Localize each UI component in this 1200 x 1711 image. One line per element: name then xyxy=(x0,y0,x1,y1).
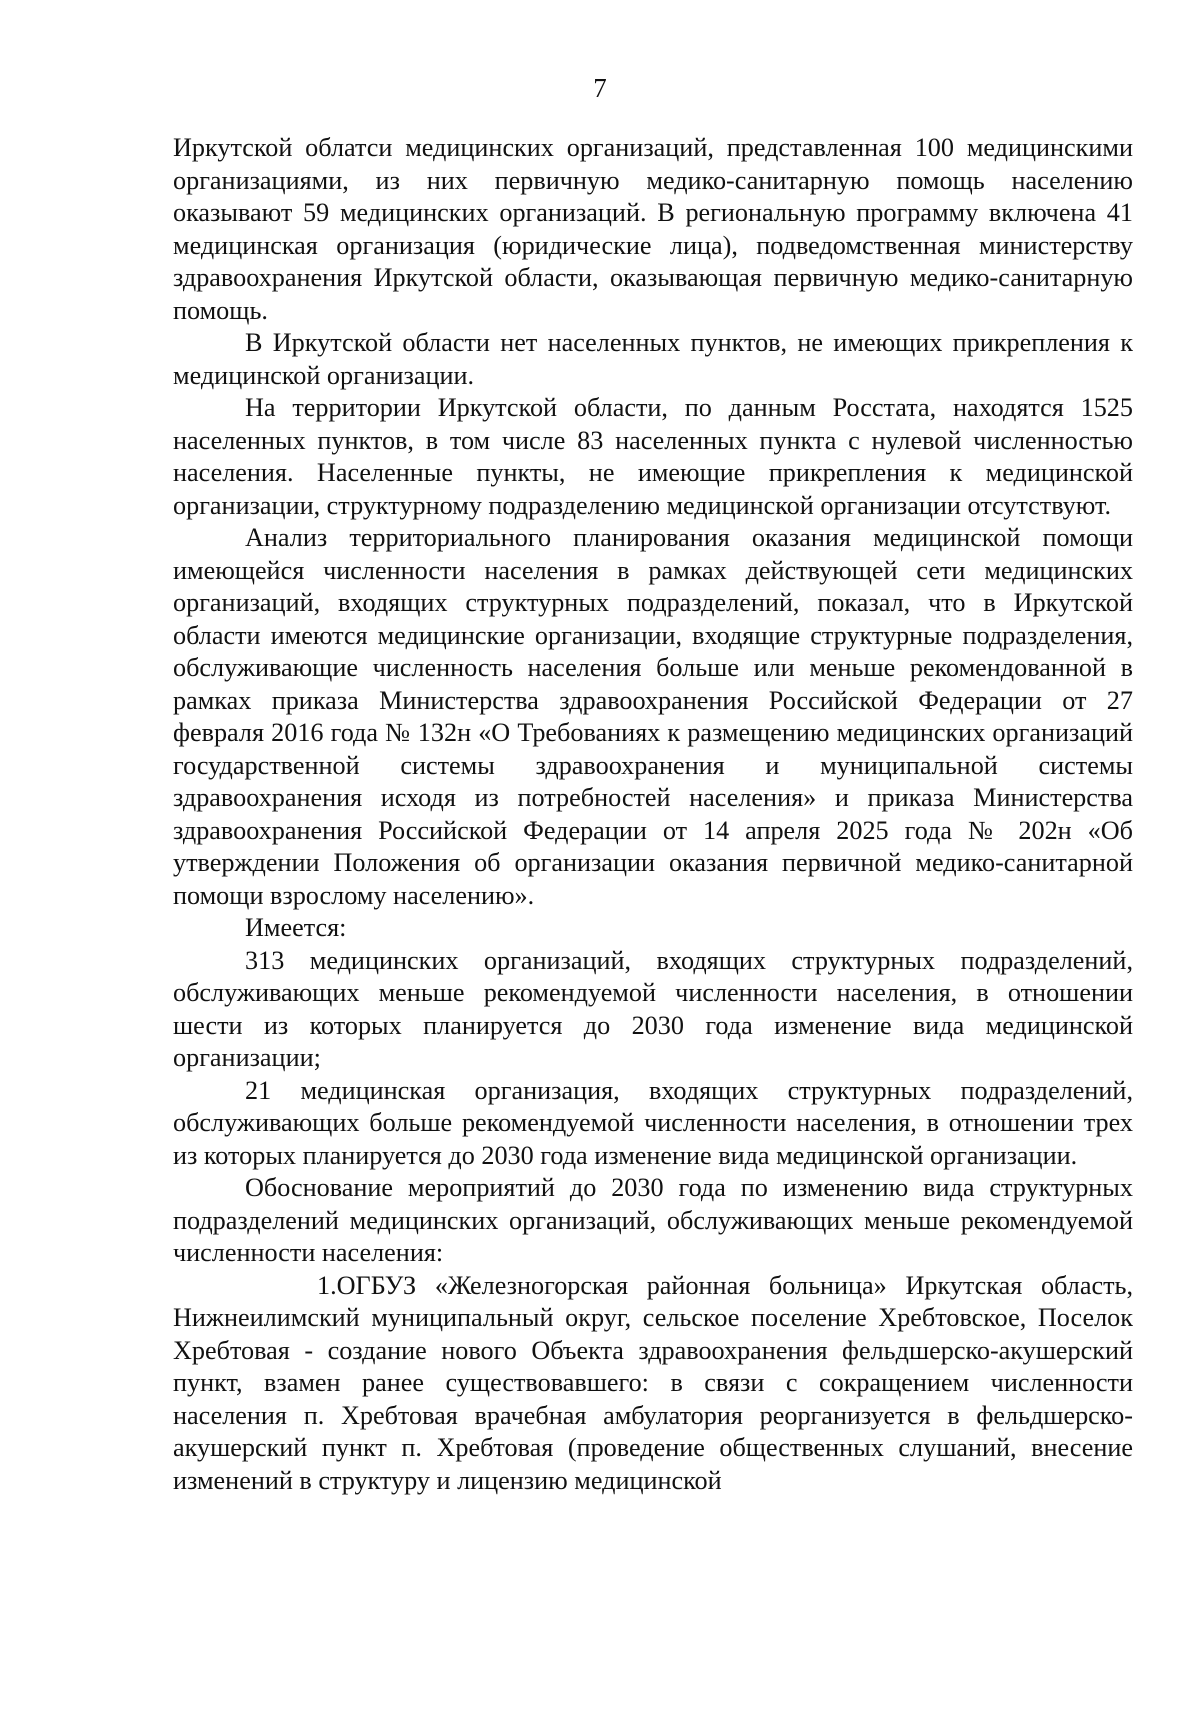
paragraph-planning-analysis: Анализ территориального планирования оказания медицинской помощи имеющейся численности населения в рамках действующей сети медицинских организаций, входящих структурных подразделений, показал, что в Иркутской области имеются медицинские организации, входящие структурные подразделения, обслуживающие численность населения больше или меньше рекомендованной в рамках приказа Министерства здравоохранения Российской Федерации от 27 февраля 2016 года № 132н «О Требованиях к размещению медицинских организаций государственной системы здравоохранения и муниципальной системы здравоохранения исходя из потребностей населения» и приказа Министерства здравоохранения Российской Федерации от 14 апреля 2025 года № 202н «Об утверждении Положения об организации оказания первичной медико-санитарной помощи взрослому населению». xyxy=(173,523,1133,910)
document-body xyxy=(173,132,1133,1497)
page-number: 7 xyxy=(593,73,607,103)
paragraph-justification: Обоснование мероприятий до 2030 года по изменению вида структурных подразделений медицинских организаций, обслуживающих меньше рекомендуемой численности населения: xyxy=(173,1173,1133,1267)
item-number: 1. xyxy=(317,1270,337,1300)
paragraph-continuation: Иркутской облатси медицинских организаций, представленная 100 медицинскими организациями, из них первичную медико-санитарную помощь населению оказывают 59 медицинских организаций. В региональную программу включена 41 медицинская организация (юридические лица), подведомственная министерству здравоохранения Иркутской области, оказывающая первичную медико-санитарную помощь. xyxy=(173,133,1133,325)
paragraph-rosstat-settlements: На территории Иркутской области, по данным Росстата, находятся 1525 населенных пунктов, в том числе 83 населенных пункта с нулевой численностью населения. Населенные пункты, не имеющие прикрепления к медицинской организации, структурному подразделению медицинской организации отсутствуют. xyxy=(173,393,1133,520)
paragraph-21-organizations: 21 медицинская организация, входящих структурных подразделений, обслуживающих больше рекомендуемой численности населения, в отношении трех из которых планируется до 2030 года изменение вида медицинской организации. xyxy=(173,1075,1133,1170)
paragraph-313-organizations: 313 медицинских организаций, входящих структурных подразделений, обслуживающих меньше рекомендуемой численности населения, в отношении шести из которых планируется до 2030 года изменение вида медицинской организации; xyxy=(173,945,1133,1072)
paragraph-available-heading: Имеется: xyxy=(245,913,347,942)
numbered-item-1 xyxy=(173,1270,1133,1498)
paragraph-no-unattached-settlements: В Иркутской области нет населенных пунктов, не имеющих прикрепления к медицинской организации. xyxy=(173,328,1133,390)
item-text: ОГБУЗ «Железногорская районная больница» Иркутская область, Нижнеилимский муниципальный округ, сельское поселение Хребтовское, Поселок Хребтовая - создание нового Объекта здравоохранения фельдшерско-акушерский пункт, взамен ранее существовавшего: в связи с сокращением численности населения п. Хребтовая врачебная амбулатория реорганизуется в фельдшерско-акушерский пункт п. Хребтовая (проведение общественных слушаний, внесение изменений в структуру и лицензию медицинской xyxy=(173,1270,1133,1495)
